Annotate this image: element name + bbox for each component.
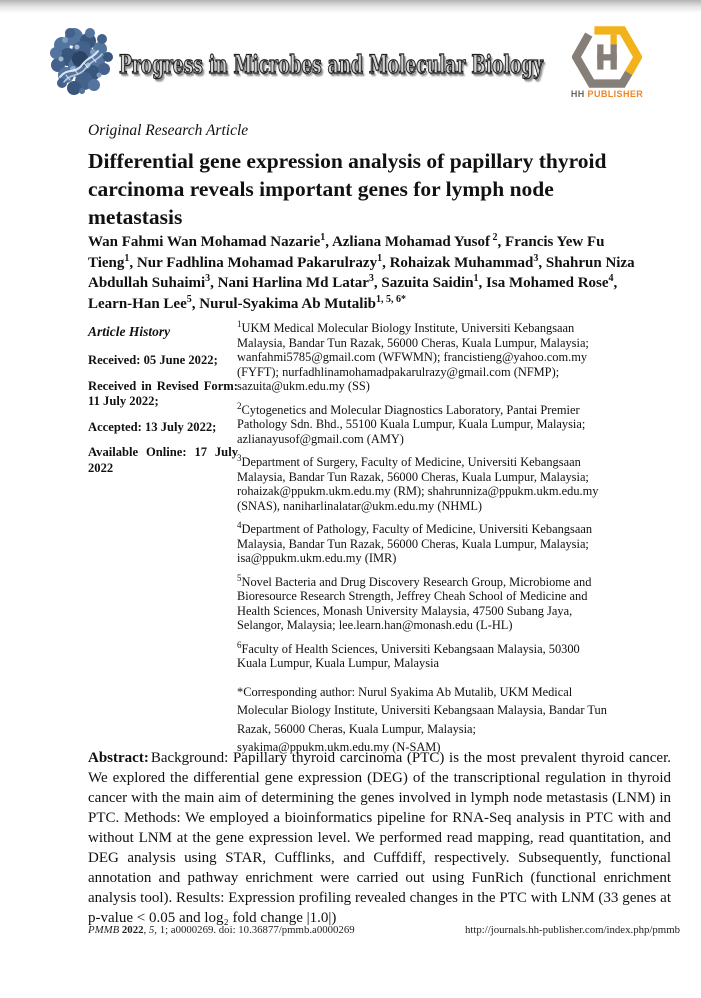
author-name: Learn-Han Lee$^5$ (88, 293, 192, 312)
abstract-label: Abstract: (88, 750, 149, 766)
author-list: Wan Fahmi Wan Mohamad Nazarie$^1$, Azliana Mohamad Yusof $^2$, Francis Yew Fu Tieng$^1$, Nur Fadhlina Mohamad Pakarulrazy$^1$, Rohaizak Muhammad$^3$, Shahrun Niza Abdullah Suhaimi$^3$, Nani Harlina Md Latar$^3$, Sazuita Saidin$^1$, Isa Mohamed Rose$^4$, Learn-Han Lee$^5$, Nurul-Syakima Ab Mutalib$^{1, 5, 6*}$ (88, 232, 635, 312)
article-title (88, 147, 633, 231)
article-history (88, 324, 238, 486)
history-entry: Received in Revised Form: 11 July 2022; (88, 378, 238, 408)
affiliation: $^3$Department of Surgery, Faculty of Medicine, Universiti Kebangsaan Malaysia, Bandar Tun Razak, 56000 Cheras, Kuala Lumpur, Malaysia; rohaizak@ppukm.ukm.edu.my (RM); shahrunniza@ppukm.ukm.edu.my (SNAS), naniharlinalatar@ukm.edu.my (NHML) (237, 452, 599, 513)
footer-citation-part: , (143, 924, 149, 936)
affiliations (237, 318, 607, 766)
page-footer (88, 924, 680, 936)
affiliation: $^6$Faculty of Health Sciences, Universiti Kebangsaan Malaysia, 50300 Kuala Lumpur, Kuala Lumpur, Malaysia (237, 639, 580, 670)
publisher-name-hh: HH (570, 89, 585, 99)
article-history-heading: Article History (88, 324, 171, 339)
affiliation: $^1$UKM Medical Molecular Biology Institute, Universiti Kebangsaan Malaysia, Bandar Tun Razak, 56000 Cheras, Kuala Lumpur, Malaysia; wanfahmi5785@gmail.com (WFWMN); francistieng@yahoo.com.my (FYFT); nurfadhlinamohamadpakarulrazy@gmail.com (NFMP); sazuita@ukm.edu.my (SS) (237, 318, 589, 393)
author-name: Azliana Mohamad Yusof $^2$ (331, 232, 498, 250)
publisher-logo (570, 26, 644, 99)
author-name: Nur Fadhlina Mohamad Pakarulrazy$^1$ (136, 252, 383, 271)
top-shadow (0, 0, 701, 13)
history-entries (88, 353, 238, 476)
history-entry: Accepted: 13 July 2022; (88, 419, 217, 434)
footer-citation-part: , 1; a0000269. doi: 10.36877/pmmb.a0000269 (154, 924, 355, 936)
publisher-name-publisher: PUBLISHER (587, 89, 644, 99)
abstract-text: Background: Papillary thyroid carcinoma (PTC) is the most prevalent thyroid cancer. We explored the differential gene expression (DEG) of the transcriptional regulation in thyroid cancer with the main aim of determining the genes involved in lymph node metastasis (LNM) in PTC. Methods: We employed a bioinformatics pipeline for RNA-Seq analysis in PTC with and without LNM at the gene expression level. We performed read mapping, read quantitation, and DEG analysis using STAR, Cufflinks, and Cuffdiff, respectively. Subsequently, functional annotation and pathway enrichment were carried out using FunRich (functional enrichment analysis tool). Results: Expression profiling revealed changes in the PTC with LNM (33 genes at p-value < 0.05 and log₂ fold change |1.0|) (88, 750, 671, 926)
corresponding-author: *Corresponding author: Nurul Syakima Ab Mutalib, UKM Medical Molecular Biology Institute, Universiti Kebangsaan Malaysia, Bandar Tun Razak, 56000 Cheras, Kuala Lumpur, Malaysia; syakima@ppukm.ukm.edu.my (N-SAM) (237, 684, 607, 754)
title-line: Differential gene expression analysis of papillary thyroid (88, 149, 607, 173)
publisher-name (570, 89, 644, 99)
protein-molecule-icon (44, 25, 120, 97)
author-name: Shahrun Niza Abdullah Suhaimi$^3$ (88, 254, 635, 291)
article-type-label: Original Research Article (88, 122, 249, 139)
footer-citation-part: 5 (148, 924, 155, 936)
protein-dna-illustration (44, 25, 120, 97)
author-name: Nurul-Syakima Ab Mutalib$^{1, 5, 6*}$ (199, 293, 406, 312)
title-line: carcinoma reveals important genes for lymph node (88, 177, 554, 201)
author-name: Isa Mohamed Rose$^4$ (486, 273, 614, 291)
footer-citation (88, 924, 355, 936)
affiliation-list (237, 318, 607, 671)
footer-journal-url: http://journals.hh-publisher.com/index.php/pmmb (464, 924, 680, 936)
footer-citation-part: PMMB (88, 924, 122, 936)
title-line: metastasis (88, 205, 183, 229)
footer-citation-part: 2022 (121, 924, 144, 936)
journal-title: Progress in Microbes and Molecular Biology (119, 50, 544, 79)
affiliation: $^2$Cytogenetics and Molecular Diagnostics Laboratory, Pantai Premier Pathology Sdn. Bhd., 55100 Kuala Lumpur, Kuala Lumpur, Malaysia; azlianayusof@gmail.com (AMY) (237, 400, 586, 446)
author-name: Nani Harlina Md Latar$^3$ (217, 273, 374, 291)
journal-banner (119, 50, 571, 79)
author-name: Rohaizak Muhammad$^3$ (389, 252, 539, 271)
abstract (88, 748, 671, 928)
history-entry: Available Online: 17 July 2022 (88, 445, 238, 475)
affiliation: $^5$Novel Bacteria and Drug Discovery Research Group, Microbiome and Bioresource Research Strength, Jeffrey Cheah School of Medicine and Health Sciences, Monash University Malaysia, 47500 Subang Jaya, Selangor, Malaysia; lee.learn.han@monash.edu (L-HL) (237, 572, 592, 632)
history-entry: Received: 05 June 2022; (88, 353, 218, 367)
affiliation: $^4$Department of Pathology, Faculty of Medicine, Universiti Kebangsaan Malaysia, Bandar Tun Razak, 56000 Cheras, Kuala Lumpur, Malaysia; isa@ppukm.ukm.edu.my (IMR) (237, 519, 593, 565)
author-name: Francis Yew Fu Tieng$^1$ (88, 234, 605, 271)
author-name: Sazuita Saidin$^1$ (381, 273, 479, 291)
author-name: Wan Fahmi Wan Mohamad Nazarie$^1$ (88, 232, 326, 250)
hh-hexagon-icon (572, 26, 642, 88)
